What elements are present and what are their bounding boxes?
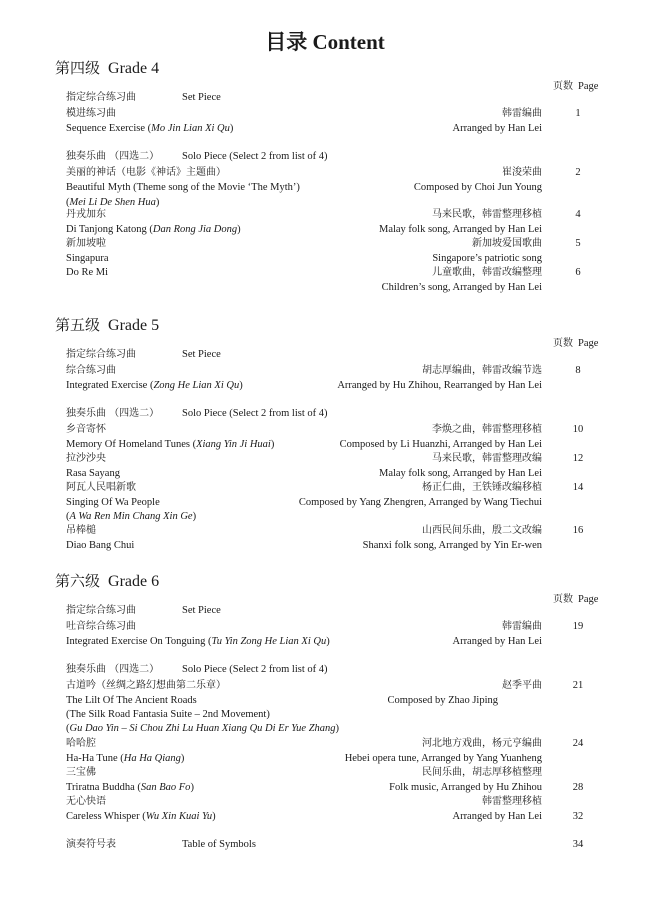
toc-entry[interactable]: 三宝佛 民间乐曲，胡志厚移植整理 [66,767,542,778]
page-number[interactable]: 14 [572,482,584,493]
toc-entry-english: The Lilt Of The Ancient Roads Composed by Zhao Jiping [66,695,498,706]
toc-entry[interactable]: 无心快语 韩雷整理移植 [66,796,542,807]
toc-entry[interactable]: 吊棒槌 山西民间乐曲，殷二文改编 [66,525,542,536]
toc-entry-english: Ha-Ha Tune (Ha Ha Qiang) Hebei opera tune, Arranged by Yang Yuanheng [66,753,542,764]
toc-entry[interactable]: 哈哈腔 河北地方戏曲，杨元亨编曲 [66,738,542,749]
page-number[interactable]: 2 [575,167,581,178]
page-number[interactable]: 32 [572,811,584,822]
toc-entry-english: Diao Bang Chui Shanxi folk song, Arranged by Yin Er-wen [66,540,542,551]
page-number[interactable]: 5 [575,238,581,249]
toc-entry-english: Integrated Exercise On Tonguing (Tu Yin Zong He Lian Xi Qu) Arranged by Han Lei [66,636,542,647]
toc-entry-english: Di Tanjong Katong (Dan Rong Jia Dong) Malay folk song, Arranged by Han Lei [66,224,542,235]
page-number[interactable]: 34 [572,839,584,850]
toc-entry[interactable]: 古道吟（丝绸之路幻想曲第二乐章） 赵季平曲 [66,680,542,691]
toc-entry-symbols[interactable]: 演奏符号表 Table of Symbols [66,839,256,850]
toc-entry[interactable]: 新加坡啦 新加坡爱国歌曲 [66,238,542,249]
grade-4-heading: 第四级 Grade 4 [55,59,160,77]
toc-entry-subtitle: (The Silk Road Fantasia Suite – 2nd Movement) [66,709,270,720]
toc-entry-english: Rasa Sayang Malay folk song, Arranged by Han Lei [66,468,542,479]
toc-entry[interactable]: 综合练习曲 胡志厚编曲，韩雷改编节选 [66,365,542,376]
page-number[interactable]: 21 [572,680,584,691]
toc-entry-english: Integrated Exercise (Zong He Lian Xi Qu) Arranged by Hu Zhihou, Rearranged by Han Lei [66,380,542,391]
solo-piece-label: 独奏乐曲 （四选二） Solo Piece (Select 2 from list of 4) [66,151,328,162]
toc-entry-english: Beautiful Myth (Theme song of the Movie ‘The Myth’) Composed by Choi Jun Young [66,182,542,193]
page-number[interactable]: 6 [575,267,581,278]
toc-entry[interactable]: Do Re Mi 儿童歌曲，韩雷改编整理 [66,267,542,278]
toc-entry-english: Careless Whisper (Wu Xin Kuai Yu) Arranged by Han Lei [66,811,542,822]
toc-entry-english: Singapura Singapore’s patriotic song [66,253,542,264]
page-column-header: 页数 Page [553,594,599,605]
toc-entry-english: Singing Of Wa People Composed by Yang Zhengren, Arranged by Wang Tiechui [66,497,542,508]
toc-entry-english: Triratna Buddha (San Bao Fo) Folk music, Arranged by Hu Zhihou [66,782,542,793]
toc-entry-english: Memory Of Homeland Tunes (Xiang Yin Ji Huai) Composed by Li Huanzhi, Arranged by Han Lei [66,439,542,450]
toc-entry[interactable]: 美丽的神话（电影《神话》主题曲） 崔浚荣曲 [66,167,542,178]
page-number[interactable]: 16 [572,525,584,536]
toc-entry-english: Sequence Exercise (Mo Jin Lian Xi Qu) Arranged by Han Lei [66,123,542,134]
toc-entry[interactable]: 吐音综合练习曲 韩雷编曲 [66,621,542,632]
page-number[interactable]: 12 [572,453,584,464]
page-number[interactable]: 4 [575,209,581,220]
set-piece-label: 指定综合练习曲 Set Piece [66,92,221,103]
page-number[interactable]: 24 [572,738,584,749]
page-number[interactable]: 28 [572,782,584,793]
toc-entry[interactable]: 阿瓦人民唱新歌 杨正仁曲，王铁锤改编移植 [66,482,542,493]
page-column-header: 页数 Page [553,81,599,92]
grade-5-heading: 第五级 Grade 5 [55,316,160,334]
toc-entry-pinyin: (A Wa Ren Min Chang Xin Ge) [66,511,197,522]
toc-entry[interactable]: 丹戎加东 马来民歌，韩雷整理移植 [66,209,542,220]
toc-entry[interactable]: 模进练习曲 韩雷编曲 [66,108,542,119]
page-title: 目录 Content [265,30,385,54]
page-number[interactable]: 10 [572,424,584,435]
toc-entry[interactable]: 乡音寄怀 李焕之曲，韩雷整理移植 [66,424,542,435]
solo-piece-label: 独奏乐曲 （四选二） Solo Piece (Select 2 from list of 4) [66,664,328,675]
set-piece-label: 指定综合练习曲 Set Piece [66,349,221,360]
page-column-header: 页数 Page [553,338,599,349]
page-number[interactable]: 1 [575,108,581,119]
grade-6-heading: 第六级 Grade 6 [55,572,160,590]
toc-entry-english: Children’s song, Arranged by Han Lei [381,282,542,293]
toc-entry[interactable]: 拉沙沙央 马来民歌，韩雷整理改编 [66,453,542,464]
toc-entry-pinyin: (Gu Dao Yin – Si Chou Zhi Lu Huan Xiang Qu Di Er Yue Zhang) [66,723,340,734]
toc-entry-pinyin: (Mei Li De Shen Hua) [66,197,160,208]
page-number[interactable]: 19 [572,621,584,632]
page-number[interactable]: 8 [575,365,581,376]
solo-piece-label: 独奏乐曲 （四选二） Solo Piece (Select 2 from list of 4) [66,408,328,419]
set-piece-label: 指定综合练习曲 Set Piece [66,605,221,616]
